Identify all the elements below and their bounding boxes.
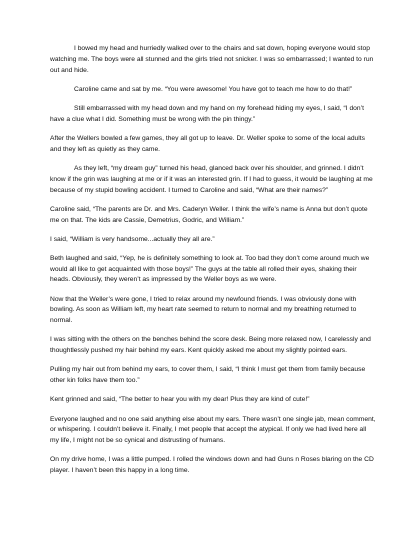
paragraph: On my drive home, I was a little pumped. I rolled the windows down and had Guns n Roses blaring on the CD player. I haven’t been this happy in a long time.: [50, 456, 374, 475]
paragraph: Pulling my hair out from behind my ears, to cover them, I said, “I think I must get them from family because other kin folks have them too.”: [50, 366, 366, 385]
paragraph: Everyone laughed and no one said anything else about my ears. There wasn’t one single jab, mean comment, or whispering. I couldn’t believe it. Finally, I met people that accept the atypical. If only we had lived here all my life, I might not be so cynical and distrusting of humans.: [50, 415, 376, 445]
paragraph: Caroline said, “The parents are Dr. and Mrs. Caderyn Weller. I think the wife’s name is Anna but don’t quote me on that. The kids are Cassie, Demetrius, Godric, and William.”: [50, 205, 368, 224]
document-page: [50, 44, 376, 485]
paragraph: Caroline came and sat by me. “You were awesome! You have got to teach me how to do that!”: [74, 85, 353, 93]
paragraph: Beth laughed and said, “Yep, he is definitely something to look at. Too bad they don’t come around much we would all like to get acquainted with those boys!” The guys at the table all rolled their eyes, shaking their heads. Obviously, they weren’t as impressed by the Weller boys as we were.: [50, 254, 370, 284]
paragraph: I said, “William is very handsome...actually they all are.”: [50, 235, 215, 243]
paragraph: Now that the Weller’s were gone, I tried to relax around my newfound friends. I was obviously done with bowling. As soon as William left, my heart rate seemed to return to normal and my breathing returned to normal.: [50, 295, 357, 325]
paragraph: As they left, “my dream guy” turned his head, glanced back over his shoulder, and grinned. I didn’t know if the grin was laughing at me or if it was an interested grin. If I had to guess, it would be laughing at me because of my stupid bowling accident. I turned to Caroline and said, “What are their names?”: [50, 164, 373, 194]
paragraph: After the Wellers bowled a few games, they all got up to leave. Dr. Weller spoke to some of the local adults and they left as quietly as they came.: [50, 134, 365, 153]
paragraph: Kent grinned and said, “The better to hear you with my dear! Plus they are kind of cute!”: [50, 396, 310, 404]
paragraph: I bowed my head and hurriedly walked over to the chairs and sat down, hoping everyone would stop watching me. The boys were all stunned and the girls tried not snicker. I was so embarrassed; I wanted to run out and hide.: [50, 45, 374, 74]
paragraph: I was sitting with the others on the benches behind the score desk. Being more relaxed now, I carelessly and thoughtlessly pushed my hair behind my ears. Kent quickly asked me about my slightly pointed ears.: [50, 336, 371, 355]
paragraph: Still embarrassed with my head down and my hand on my forehead hiding my eyes, I said, “I don’t have a clue what I did. Something must be wrong with the pin thingy.”: [50, 104, 364, 123]
